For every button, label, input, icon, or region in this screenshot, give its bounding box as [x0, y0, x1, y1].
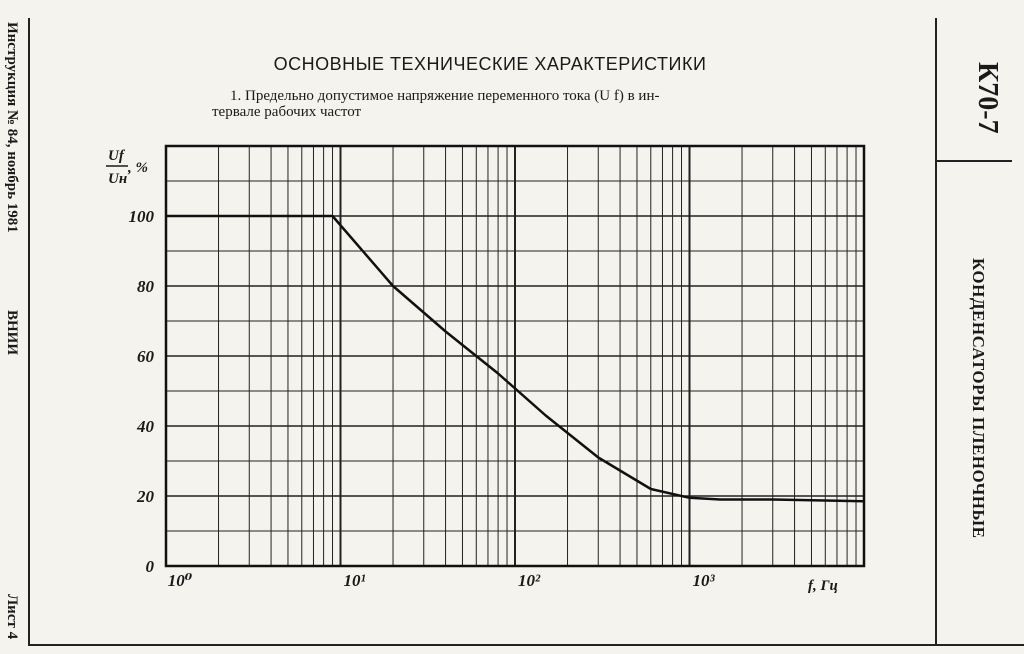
y-axis-label-denominator: Uн [108, 171, 128, 187]
x-tick-label: 10² [517, 571, 541, 590]
series-title: КОНДЕНСАТОРЫ ПЛЕНОЧНЫЕ [969, 258, 988, 539]
y-tick-label: 60 [137, 347, 154, 366]
y-axis-label-unit: , % [128, 160, 148, 176]
y-tick-label: 20 [137, 487, 154, 506]
x-tick-labels [168, 571, 716, 590]
sheet-label: Лист 4 [4, 594, 20, 640]
y-axis-label [106, 148, 148, 187]
page-heading: ОСНОВНЫЕ ТЕХНИЧЕСКИЕ ХАРАКТЕРИСТИКИ [273, 54, 707, 74]
x-tick-label: 10¹ [343, 571, 366, 590]
x-axis-label: f, Гц [808, 578, 838, 594]
paragraph-line-1: 1. Предельно допустимое напряжение переменного тока (U f) в ин- [230, 88, 660, 104]
x-tick-label: 10³ [692, 571, 715, 590]
org-label: ВНИИ [4, 310, 20, 356]
y-axis-label-numerator: Uf [108, 148, 124, 164]
paragraph-line-2: тервале рабочих частот [212, 104, 362, 120]
document-code: К70-7 [972, 62, 1003, 134]
instruction-label: Инструкция № 84, ноябрь 1981 [4, 22, 20, 233]
x-tick-label: 10⁰ [167, 571, 193, 590]
y-tick-label: 0 [145, 557, 154, 576]
chart-grid [166, 146, 864, 566]
y-tick-label: 40 [137, 417, 154, 436]
y-tick-label: 80 [137, 277, 154, 296]
y-tick-labels [129, 207, 155, 576]
y-tick-label: 100 [128, 207, 154, 226]
